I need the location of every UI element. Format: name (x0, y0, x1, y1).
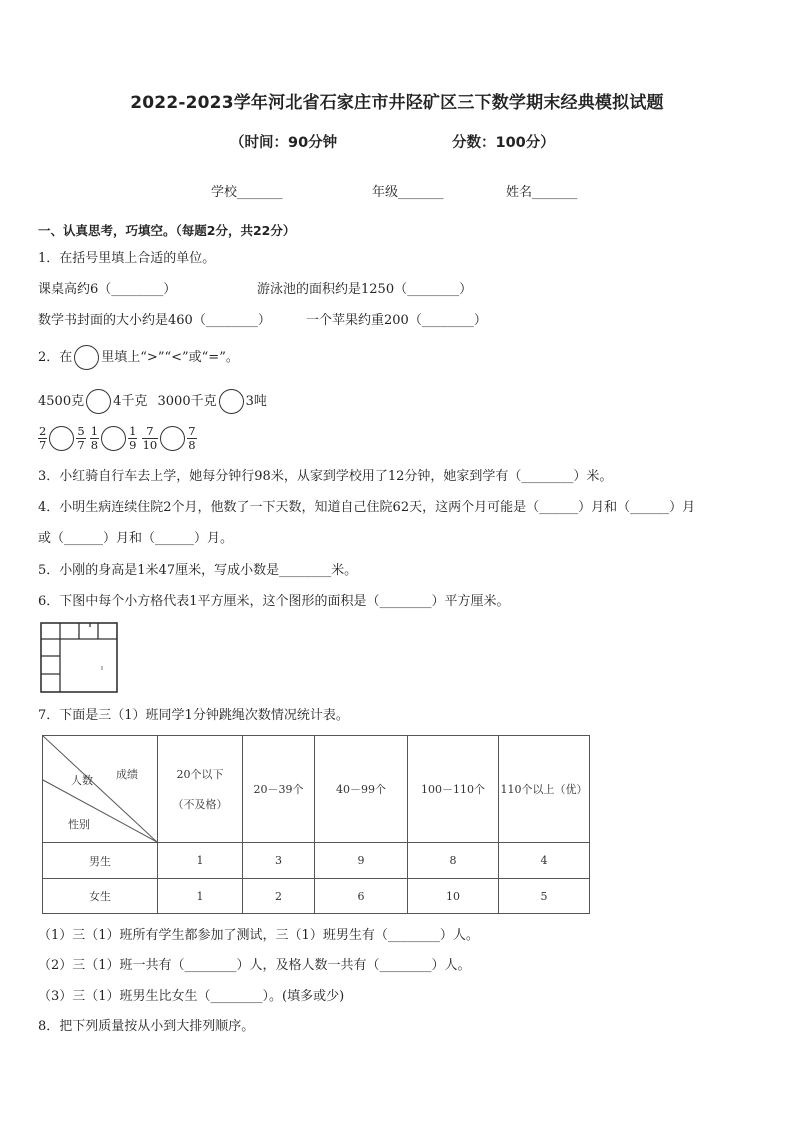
fraction: $\frac{7}{8}$ (188, 424, 196, 452)
table-row (43, 843, 590, 879)
table-header: 20个以下 （不及格） (158, 736, 243, 843)
fraction: $\frac{1}{9}$ (129, 424, 137, 452)
question-2-row-1 (38, 389, 267, 414)
question-4-line-1: 4．小明生病连续住院2个月，他数了一下天数，知道自己住院62天，这两个月可能是（______）月和（______）月 (38, 500, 696, 515)
question-2-row-2 (38, 424, 197, 454)
question-2-stem-post: 里填上“>”“<”或“=”。 (101, 350, 239, 365)
compare-left: 4500克 (38, 394, 85, 409)
table-cell: 5 (499, 879, 590, 914)
table-header: 20－39个 (243, 736, 315, 843)
table-cell: 1 (158, 843, 243, 879)
answer-circle[interactable] (219, 389, 244, 414)
table-header: 100－110个 (408, 736, 499, 843)
fraction: $\frac{2}{7}$ (39, 424, 47, 452)
question-8-stem: 8．把下列质量按从小到大排列顺序。 (38, 1019, 255, 1034)
question-4-line-2: 或（______）月和（______）月。 (38, 531, 234, 546)
table-cell: 8 (408, 843, 499, 879)
table-cell: 9 (315, 843, 408, 879)
fraction: $\frac{1}{8}$ (90, 424, 99, 452)
table-cell: 2 (243, 879, 315, 914)
question-7-sub-3: （3）三（1）班男生比女生（________）。(填多或少) (38, 989, 345, 1004)
jump-rope-stats-table (42, 735, 590, 914)
table-row (43, 879, 590, 914)
answer-circle[interactable] (160, 426, 185, 451)
corner-label-gender: 性别 (68, 818, 90, 831)
table-cell: 3 (243, 843, 315, 879)
question-5: 5．小刚的身高是1米47厘米，写成小数是________米。 (38, 563, 358, 578)
question-2-stem-pre: 2．在 (38, 350, 73, 365)
table-cell: 6 (315, 879, 408, 914)
area-grid-figure (40, 622, 120, 694)
corner-label-count: 人数 (71, 774, 93, 787)
compare-left: 3000千克 (157, 394, 217, 409)
row-label: 女生 (43, 879, 158, 914)
fraction: $\frac{7}{10}$ (142, 424, 158, 452)
school-field[interactable]: 学校_______ (211, 185, 283, 200)
diagonal-lines (43, 736, 157, 842)
question-1-c: 数学书封面的大小约是460（________） (38, 313, 271, 328)
question-2-stem (38, 345, 239, 370)
corner-label-score: 成绩 (116, 768, 138, 781)
fraction: $\frac{5}{7}$ (77, 424, 85, 452)
section-heading: 一、认真思考，巧填空。（每题2分，共22分） (38, 223, 296, 238)
row-label: 男生 (43, 843, 158, 879)
table-cell: 4 (499, 843, 590, 879)
answer-circle[interactable] (86, 389, 111, 414)
grade-field[interactable]: 年级_______ (372, 185, 444, 200)
table-header: 110个以上（优） (499, 736, 590, 843)
table-header: 40－99个 (315, 736, 408, 843)
question-1-stem: 1．在括号里填上合适的单位。 (38, 251, 216, 266)
score-label: 分数：100分） (452, 135, 555, 151)
question-3: 3．小红骑自行车去上学，她每分钟行98米，从家到学校用了12分钟，她家到学有（________）米。 (38, 469, 613, 484)
compare-right: 4千克 (113, 394, 148, 409)
circle-icon (74, 345, 99, 370)
question-7-sub-1: （1）三（1）班所有学生都参加了测试，三（1）班男生有（________）人。 (38, 928, 479, 943)
question-1-b: 游泳池的面积约是1250（________） (257, 282, 473, 297)
question-7-stem: 7．下面是三（1）班同学1分钟跳绳次数情况统计表。 (38, 708, 349, 723)
compare-right: 3吨 (245, 394, 267, 409)
exam-title: 2022-2023学年河北省石家庄市井陉矿区三下数学期末经典模拟试题 (130, 93, 664, 113)
question-1-d: 一个苹果约重200（________） (306, 313, 487, 328)
time-label: （时间：90分钟 (230, 135, 338, 151)
name-field[interactable]: 姓名_______ (506, 185, 578, 200)
question-1-a: 课桌高约6（________） (38, 282, 177, 297)
answer-circle[interactable] (49, 426, 74, 451)
table-cell: 1 (158, 879, 243, 914)
table-corner-cell (43, 736, 158, 843)
table-cell: 10 (408, 879, 499, 914)
question-7-sub-2: （2）三（1）班一共有（________）人，及格人数一共有（________）人。 (38, 958, 471, 973)
answer-circle[interactable] (101, 426, 126, 451)
question-6: 6．下图中每个小方格代表1平方厘米，这个图形的面积是（________）平方厘米。 (38, 594, 510, 609)
